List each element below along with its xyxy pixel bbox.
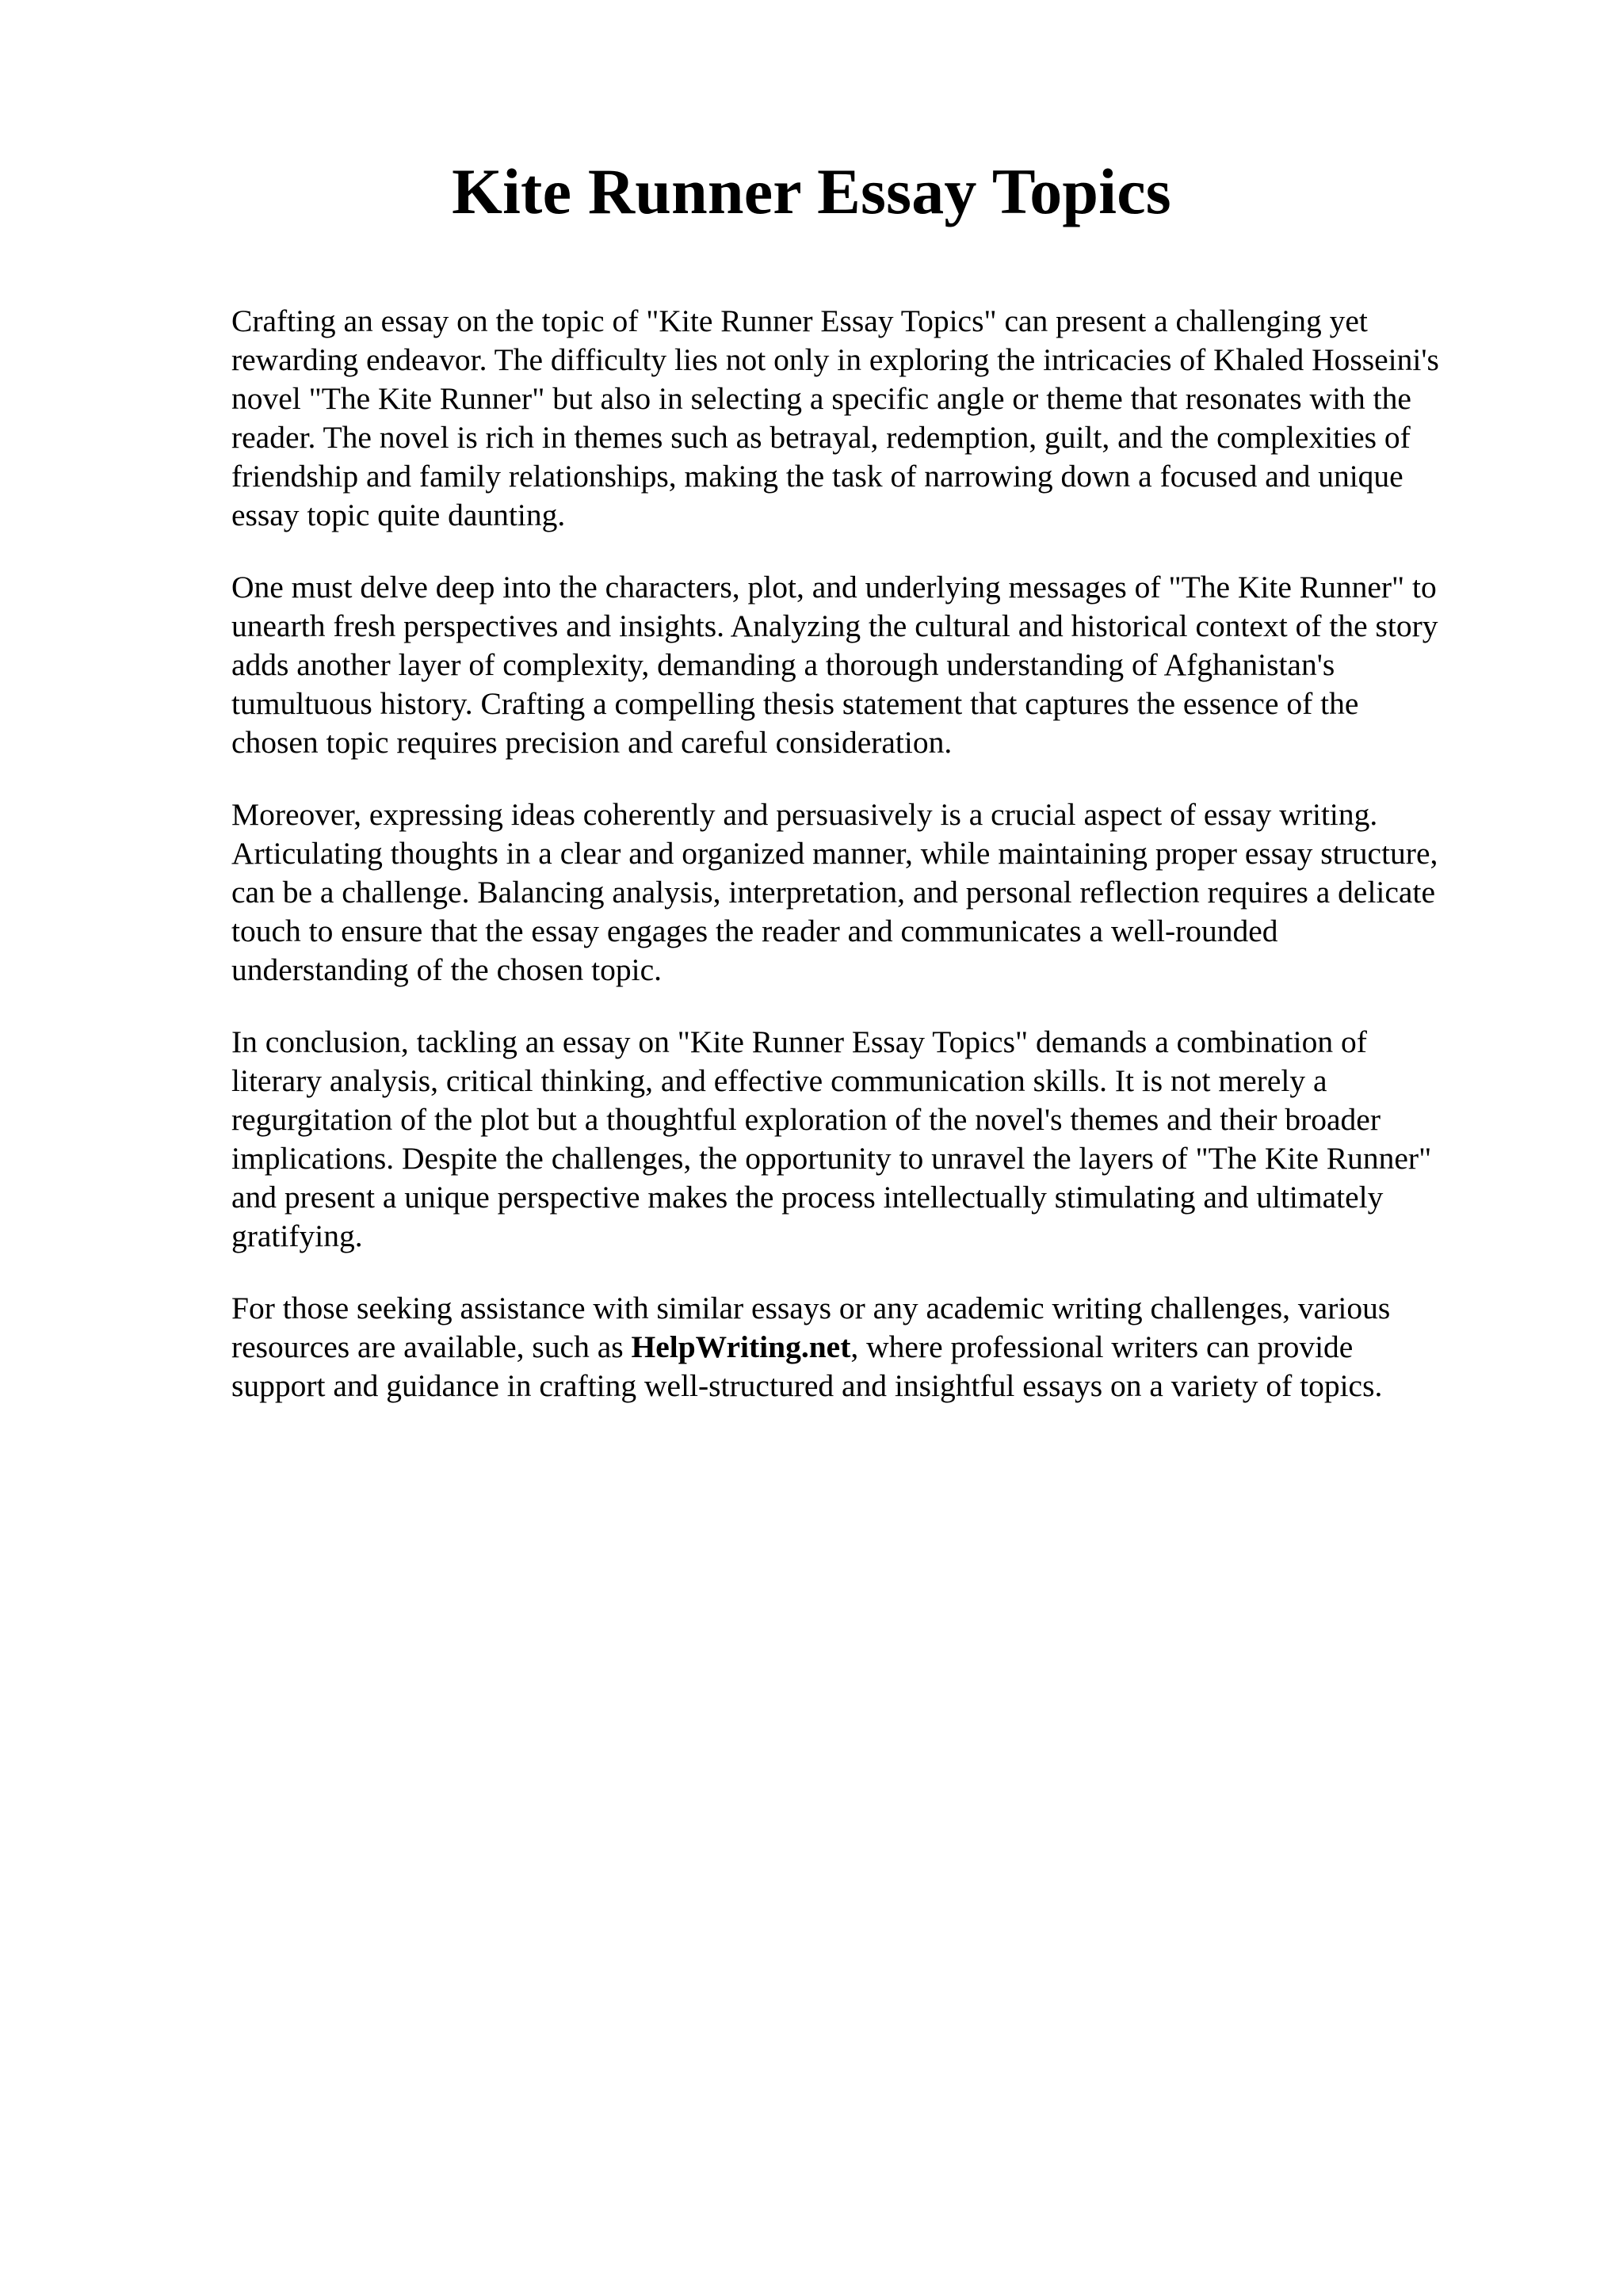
paragraph-line: unearth fresh perspectives and insights. Analyzing the cultural and historical context of the story xyxy=(231,608,1438,643)
paragraph-line: and present a unique perspective makes the process intellectually stimulating and ultimately xyxy=(231,1180,1384,1215)
paragraph-line: reader. The novel is rich in themes such as betrayal, redemption, guilt, and the complexities of xyxy=(231,420,1411,455)
paragraph-line: Articulating thoughts in a clear and organized manner, while maintaining proper essay structure, xyxy=(231,836,1438,871)
paragraph-line: tumultuous history. Crafting a compelling thesis statement that captures the essence of the xyxy=(231,686,1359,721)
paragraph-line: literary analysis, critical thinking, and effective communication skills. It is not merely a xyxy=(231,1063,1327,1098)
paragraph-line: implications. Despite the challenges, the opportunity to unravel the layers of "The Kite Runner" xyxy=(231,1141,1432,1176)
paragraph-line: gratifying. xyxy=(231,1219,363,1253)
paragraph-3 xyxy=(231,795,1515,990)
closing-text-before-link: resources are available, such as xyxy=(231,1329,632,1364)
paragraph-line: In conclusion, tackling an essay on "Kite Runner Essay Topics" demands a combination of xyxy=(231,1024,1367,1059)
paragraph-line: chosen topic requires precision and careful consideration. xyxy=(231,725,953,760)
paragraph-line: support and guidance in crafting well-structured and insightful essays on a variety of topics. xyxy=(231,1368,1383,1403)
paragraph-line: understanding of the chosen topic. xyxy=(231,952,662,987)
paragraph-line-with-link xyxy=(231,1328,1515,1367)
paragraph-line: One must delve deep into the characters, plot, and underlying messages of "The Kite Runner" to xyxy=(231,570,1437,605)
paragraph-line: regurgitation of the plot but a thoughtful exploration of the novel's themes and their broader xyxy=(231,1102,1381,1137)
paragraph-line: touch to ensure that the essay engages the reader and communicates a well-rounded xyxy=(231,913,1278,948)
helpwriting-link[interactable]: HelpWriting.net xyxy=(631,1329,851,1364)
paragraph-line: essay topic quite daunting. xyxy=(231,498,566,532)
paragraph-1 xyxy=(231,302,1515,535)
closing-text-after-link: , where professional writers can provide xyxy=(850,1329,1354,1364)
paragraph-4 xyxy=(231,1023,1515,1256)
document-body xyxy=(231,302,1515,1439)
paragraph-line: rewarding endeavor. The difficulty lies not only in exploring the intricacies of Khaled Hosseini's xyxy=(231,342,1439,377)
paragraph-line: Moreover, expressing ideas coherently and persuasively is a crucial aspect of essay writing. xyxy=(231,797,1378,832)
paragraph-line: friendship and family relationships, making the task of narrowing down a focused and unique xyxy=(231,459,1403,494)
paragraph-2 xyxy=(231,568,1515,762)
paragraph-line: can be a challenge. Balancing analysis, interpretation, and personal reflection requires a delicate xyxy=(231,875,1435,910)
page-title: Kite Runner Essay Topics xyxy=(452,155,1171,227)
paragraph-line: adds another layer of complexity, demanding a thorough understanding of Afghanistan's xyxy=(231,647,1335,682)
paragraph-line: Crafting an essay on the topic of "Kite Runner Essay Topics" can present a challenging yet xyxy=(231,303,1368,338)
closing-paragraph xyxy=(231,1289,1515,1405)
paragraph-line: novel "The Kite Runner" but also in selecting a specific angle or theme that resonates with the xyxy=(231,381,1411,416)
paragraph-line: For those seeking assistance with similar essays or any academic writing challenges, various xyxy=(231,1291,1391,1325)
